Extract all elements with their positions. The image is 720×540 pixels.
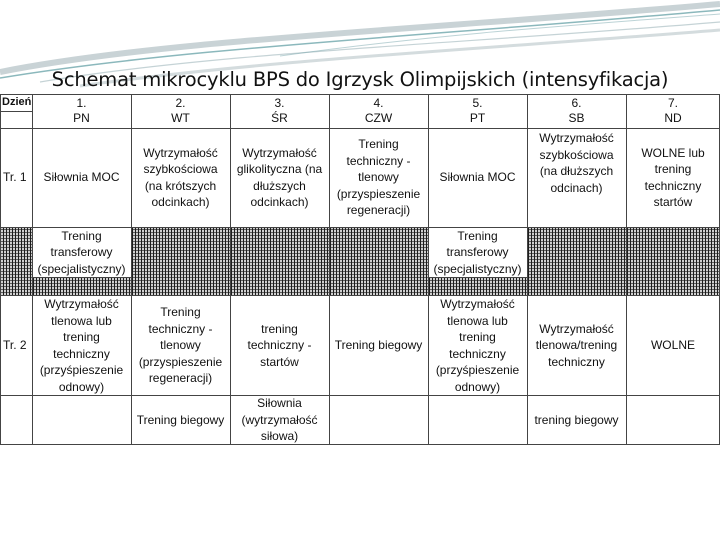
day-number: 6.	[571, 96, 582, 110]
page-title: Schemat mikrocyklu BPS do Igrzysk Olimpijskich (intensyfikacja)	[51, 68, 669, 91]
grid-line	[0, 111, 32, 112]
row2-cell-pn: Wytrzymałość tlenowa lub trening techniczny (przyśpieszenie odnowy)	[32, 296, 131, 395]
grid-line	[329, 94, 330, 445]
grid-line	[230, 94, 231, 445]
row2-cell-sr: trening techniczny - startów	[230, 296, 329, 395]
row1-cell-pt: Siłownia MOC	[428, 128, 527, 227]
row2-cell-sb: Wytrzymałość tlenowa/trening techniczny	[527, 296, 626, 395]
row1-cell-wt: Wytrzymałość szybkościowa (na krótszych odcinkach)	[131, 128, 230, 227]
day-header-6	[527, 94, 626, 128]
row1-cell-nd: WOLNE lub trening techniczny startów	[626, 128, 720, 227]
row2-cell-czw: Trening biegowy	[329, 296, 428, 395]
day-header-3	[230, 94, 329, 128]
grid-line	[0, 94, 1, 445]
day-header-7	[626, 94, 720, 128]
day-abbr: ND	[664, 111, 682, 125]
day-number: 1.	[76, 96, 87, 110]
row1-cell-sb: Wytrzymałość szybkościowa (na dłuższych odcinach)	[527, 128, 626, 227]
day-abbr: PT	[469, 111, 486, 125]
day-number: 7.	[667, 96, 678, 110]
row2-cell-wt: Trening techniczny - tlenowy (przyspieszenie regeneracji)	[131, 296, 230, 395]
day-abbr: PN	[73, 111, 90, 125]
row1-cell-pn: Siłownia MOC	[32, 128, 131, 227]
grid-line	[0, 295, 720, 296]
day-number: 5.	[472, 96, 483, 110]
row-label-tr2: Tr. 2	[3, 338, 27, 353]
day-number: 2.	[175, 96, 186, 110]
day-header-4	[329, 94, 428, 128]
day-header-2	[131, 94, 230, 128]
row-label-tr1: Tr. 1	[3, 170, 27, 185]
day-number: 4.	[373, 96, 384, 110]
grid-line	[428, 277, 527, 278]
day-abbr: SB	[568, 111, 585, 125]
corner-label: Dzień	[2, 96, 32, 108]
day-abbr: ŚR	[271, 111, 288, 125]
row3-cell-wt: Trening biegowy	[131, 395, 230, 445]
row2-cell-pt: Wytrzymałość tlenowa lub trening techniczny (przyśpieszenie odnowy)	[428, 296, 527, 395]
grid-line	[0, 395, 720, 396]
grid-line	[0, 227, 720, 228]
grid-line	[626, 94, 627, 445]
day-header-5	[428, 94, 527, 128]
grid-line	[0, 128, 720, 129]
row2-cell-nd: WOLNE	[626, 296, 720, 395]
row1-cell-sr: Wytrzymałość glikolityczna (na dłuższych odcinkach)	[230, 128, 329, 227]
day-abbr: WT	[171, 111, 190, 125]
row3-cell-sb: trening biegowy	[527, 395, 626, 445]
row1-cell-czw: Trening techniczny - tlenowy (przyspieszenie regeneracji)	[329, 128, 428, 227]
grid-line	[0, 444, 720, 445]
grid-line	[527, 94, 528, 445]
grid-line	[32, 94, 33, 445]
transfer-cell-pn: Trening transferowy (specjalistyczny)	[32, 228, 131, 277]
schedule-table	[0, 94, 720, 445]
grid-line	[131, 94, 132, 445]
day-abbr: CZW	[364, 111, 393, 125]
row3-cell-sr: Siłownia (wytrzymałość siłowa)	[230, 395, 329, 445]
transfer-cell-pt: Trening transferowy (specjalistyczny)	[428, 228, 527, 277]
day-number: 3.	[274, 96, 285, 110]
grid-line	[32, 277, 131, 278]
grid-line	[0, 94, 720, 95]
grid-line	[428, 94, 429, 445]
day-header-1	[32, 94, 131, 128]
